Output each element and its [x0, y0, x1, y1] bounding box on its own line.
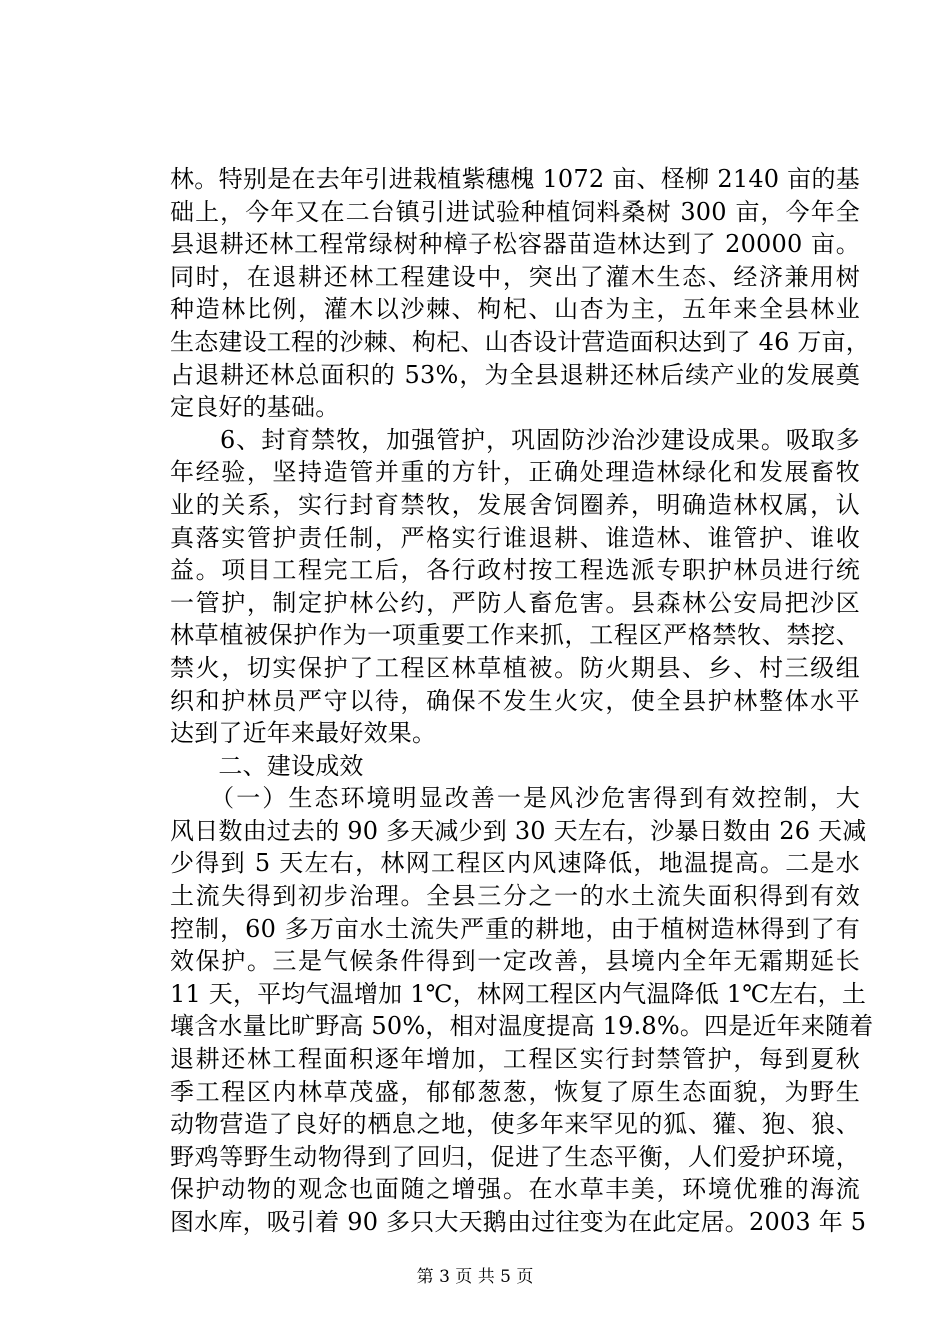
text-line-8: 定良好的基础。 [170, 393, 340, 422]
section-heading: 二、建设成效 [170, 751, 364, 780]
text-line-31: 野鸡等野生动物得到了回归，促进了生态平衡，人们爱护环境， [170, 1142, 860, 1171]
text-line-24: 控制，60 多万亩水土流失严重的耕地，由于植树造林得到了有 [170, 914, 860, 943]
text-line-17: 织和护林员严守以待，确保不发生火灾，使全县护林整体水平 [170, 686, 860, 715]
text-line-4: 同时，在退耕还林工程建设中，突出了灌木生态、经济兼用树 [170, 262, 860, 291]
page-number-footer: 第 3 页 共 5 页 [416, 1267, 534, 1287]
text-line-5: 种造林比例，灌木以沙棘、枸杞、山杏为主，五年来全县林业 [170, 295, 860, 324]
text-line-33: 图水库，吸引着 90 多只大天鹅由过往变为在此定居。2003 年 5 [170, 1208, 867, 1236]
text-line-32: 保护动物的观念也面随之增强。在水草丰美，环境优雅的海流 [170, 1175, 860, 1204]
text-line-21: 风日数由过去的 90 多天减少到 30 天左右，沙暴日数由 26 天减 [170, 816, 867, 845]
document-body [170, 163, 874, 1239]
text-line-3: 县退耕还林工程常绿树种樟子松容器苗造林达到了 20000 亩。 [170, 230, 860, 259]
text-line-12: 真落实管护责任制，严格实行谁退耕、谁造林、谁管护、谁收 [170, 523, 860, 552]
text-line-9: 6、封育禁牧，加强管护，巩固防沙治沙建设成果。吸取多 [170, 425, 860, 454]
text-line-7: 占退耕还林总面积的 53%，为全县退耕还林后续产业的发展奠 [170, 360, 860, 389]
text-line-14: 一管护，制定护林公约，严防人畜危害。县森林公安局把沙区 [170, 588, 860, 617]
text-line-28: 退耕还林工程面积逐年增加，工程区实行封禁管护，每到夏秋 [170, 1045, 860, 1074]
text-line-25: 效保护。三是气候条件得到一定改善，县境内全年无霜期延长 [170, 947, 860, 976]
text-line-30: 动物营造了良好的栖息之地，使多年来罕见的狐、獾、狍、狼、 [170, 1110, 860, 1139]
text-line-6: 生态建设工程的沙棘、枸杞、山杏设计营造面积达到了 46 万亩， [170, 327, 870, 356]
text-line-1: 林。特别是在去年引进栽植紫穗槐 1072 亩、柽柳 2140 亩的基 [170, 165, 860, 193]
text-line-15: 林草植被保护作为一项重要工作来抓，工程区严格禁牧、禁挖、 [170, 621, 860, 650]
text-line-10: 年经验，坚持造管并重的方针，正确处理造林绿化和发展畜牧 [170, 458, 860, 487]
text-line-22: 少得到 5 天左右，林网工程区内风速降低，地温提高。二是水 [170, 849, 860, 878]
text-line-16: 禁火，切实保护了工程区林草植被。防火期县、乡、村三级组 [170, 653, 860, 682]
text-line-18: 达到了近年来最好效果。 [170, 719, 437, 748]
text-line-26: 11 天，平均气温增加 1℃，林网工程区内气温降低 1℃左右，土 [170, 979, 867, 1008]
text-line-23: 土流失得到初步治理。全县三分之一的水土流失面积得到有效 [170, 882, 860, 911]
text-line-13: 益。项目工程完工后，各行政村按工程选派专职护林员进行统 [170, 556, 860, 585]
text-line-29: 季工程区内林草茂盛，郁郁葱葱，恢复了原生态面貌，为野生 [170, 1077, 860, 1106]
text-line-20: （一）生态环境明显改善一是风沙危害得到有效控制，大 [170, 784, 860, 813]
text-line-27: 壤含水量比旷野高 50%，相对温度提高 19.8%。四是近年来随着 [170, 1012, 874, 1041]
text-line-2: 础上，今年又在二台镇引进试验种植饲料桑树 300 亩，今年全 [170, 197, 860, 226]
text-line-11: 业的关系，实行封育禁牧，发展舍饲圈养，明确造林权属，认 [170, 490, 860, 519]
